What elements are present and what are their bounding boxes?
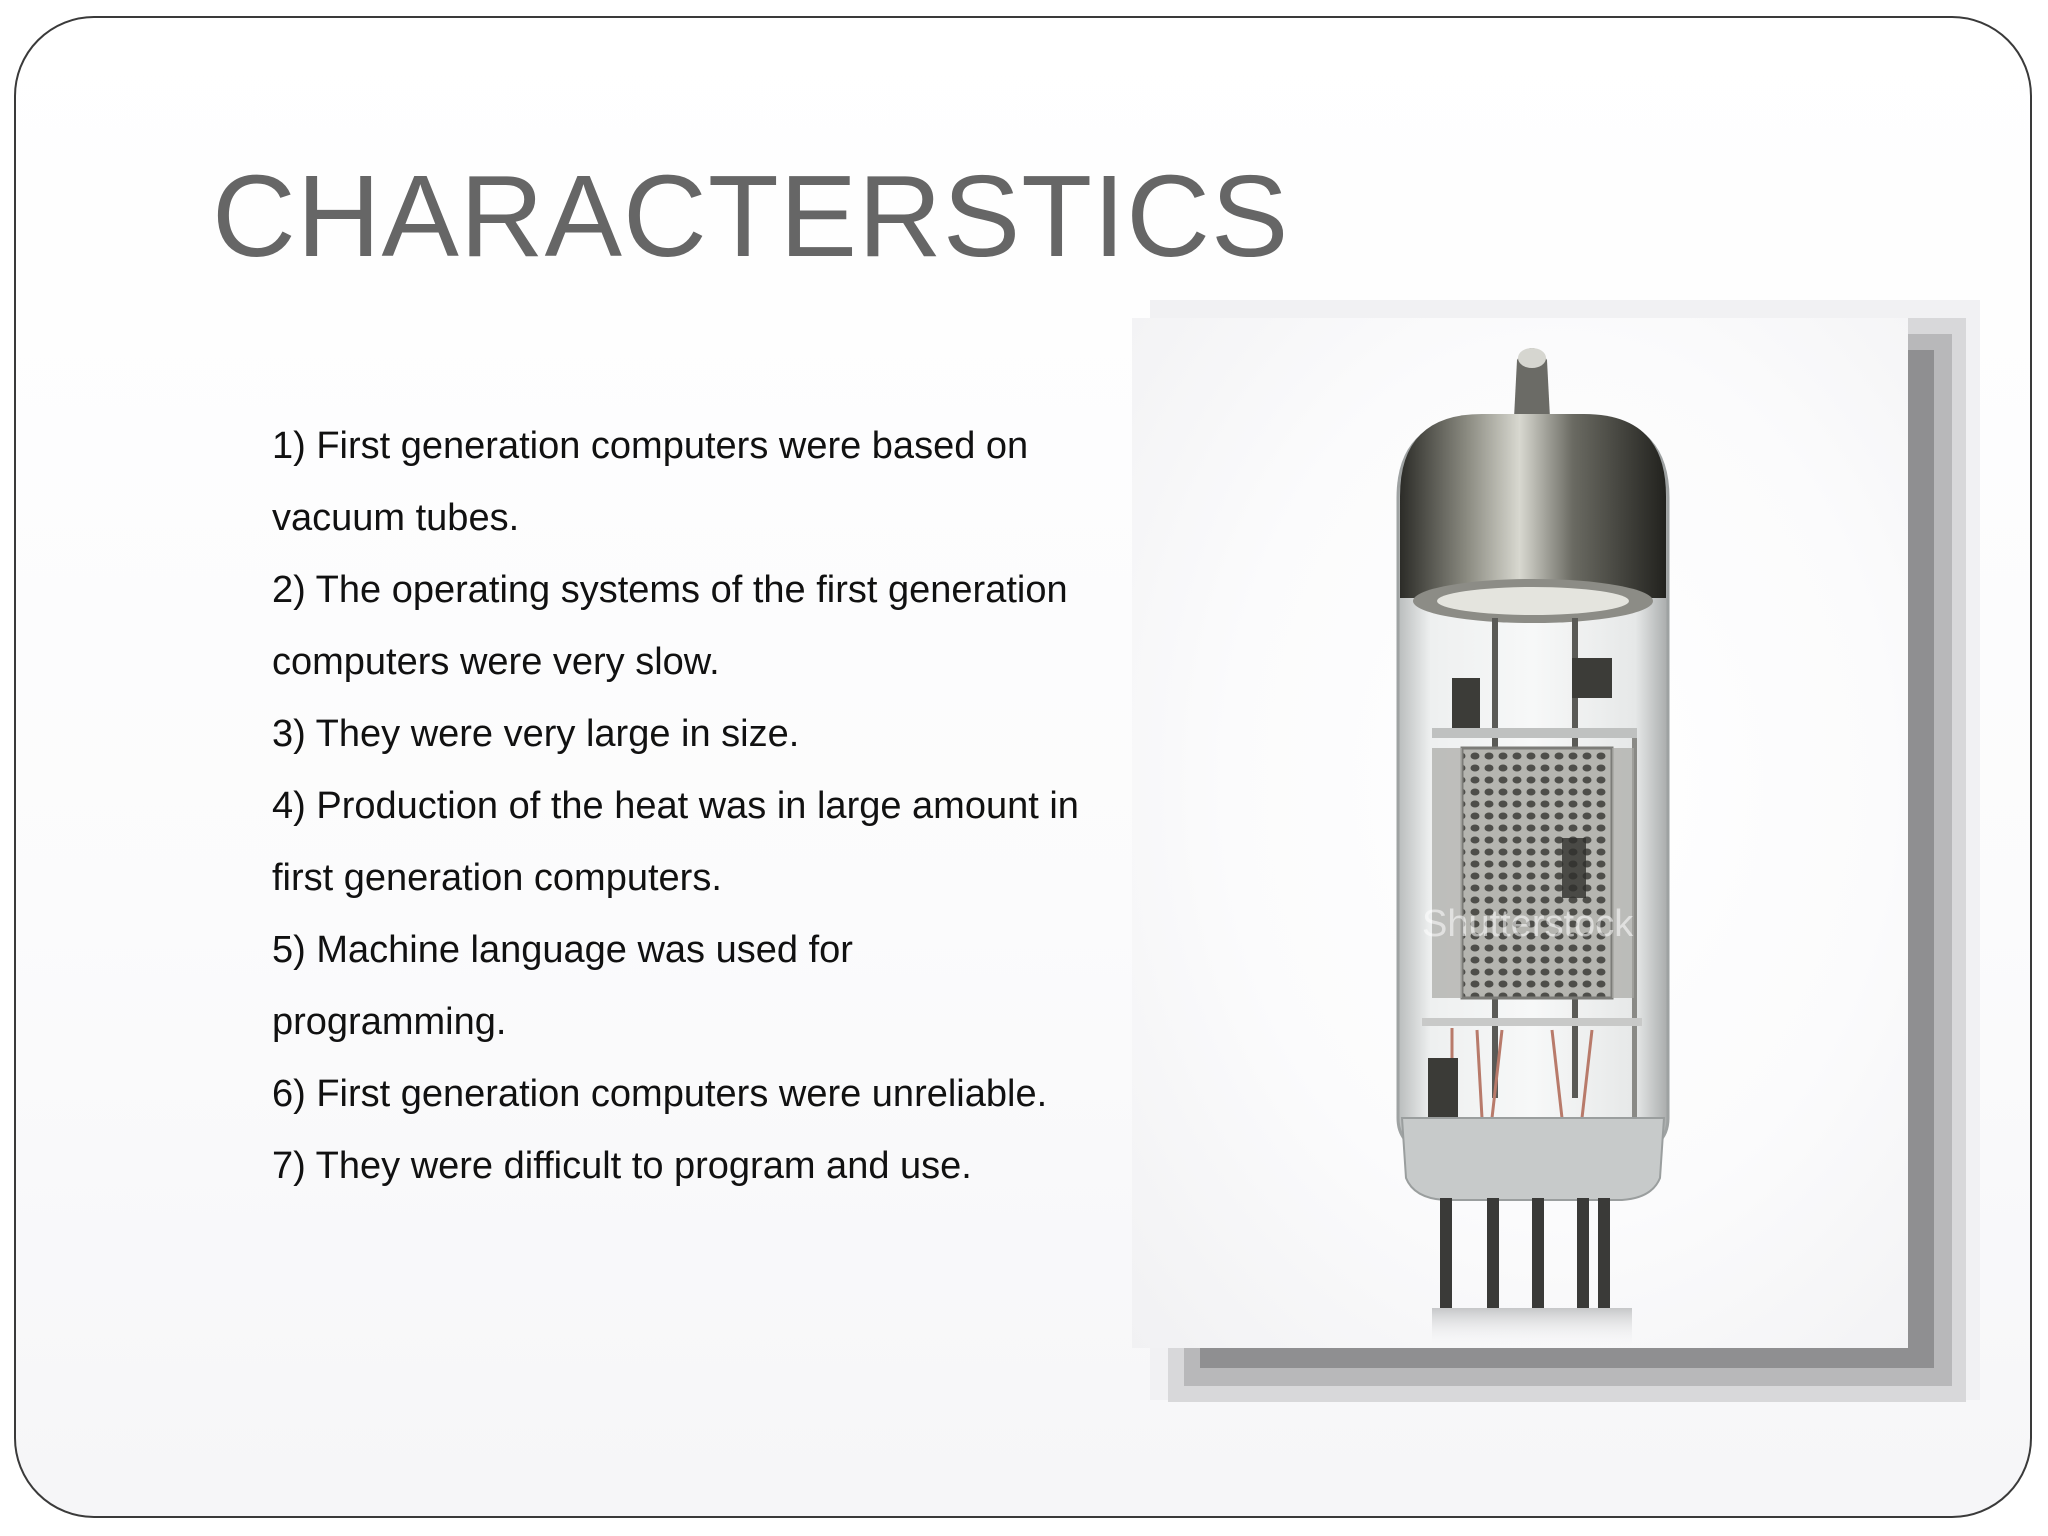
vacuum-tube-photo xyxy=(1132,318,1908,1348)
list-item: 1) First generation computers were based on vacuum tubes. xyxy=(272,425,1029,539)
list-item: 6) First generation computers were unreliable. xyxy=(272,1073,1048,1115)
list-item: 4) Production of the heat was in large amount in first generation computers. xyxy=(272,785,1079,899)
watermark-text: Shutterstock xyxy=(1422,903,1634,945)
characteristics-list xyxy=(272,410,1092,1202)
list-item: 5) Machine language was used for programming. xyxy=(272,929,853,1043)
list-item: 3) They were very large in size. xyxy=(272,713,800,755)
slide-title: CHARACTERSTICS xyxy=(212,151,1290,281)
photo-shadow-right xyxy=(1906,350,1934,1346)
list-item: 7) They were difficult to program and use. xyxy=(272,1145,972,1187)
vacuum-tube-illustration xyxy=(1132,318,1908,1348)
list-item: 2) The operating systems of the first generation computers were very slow. xyxy=(272,569,1068,683)
